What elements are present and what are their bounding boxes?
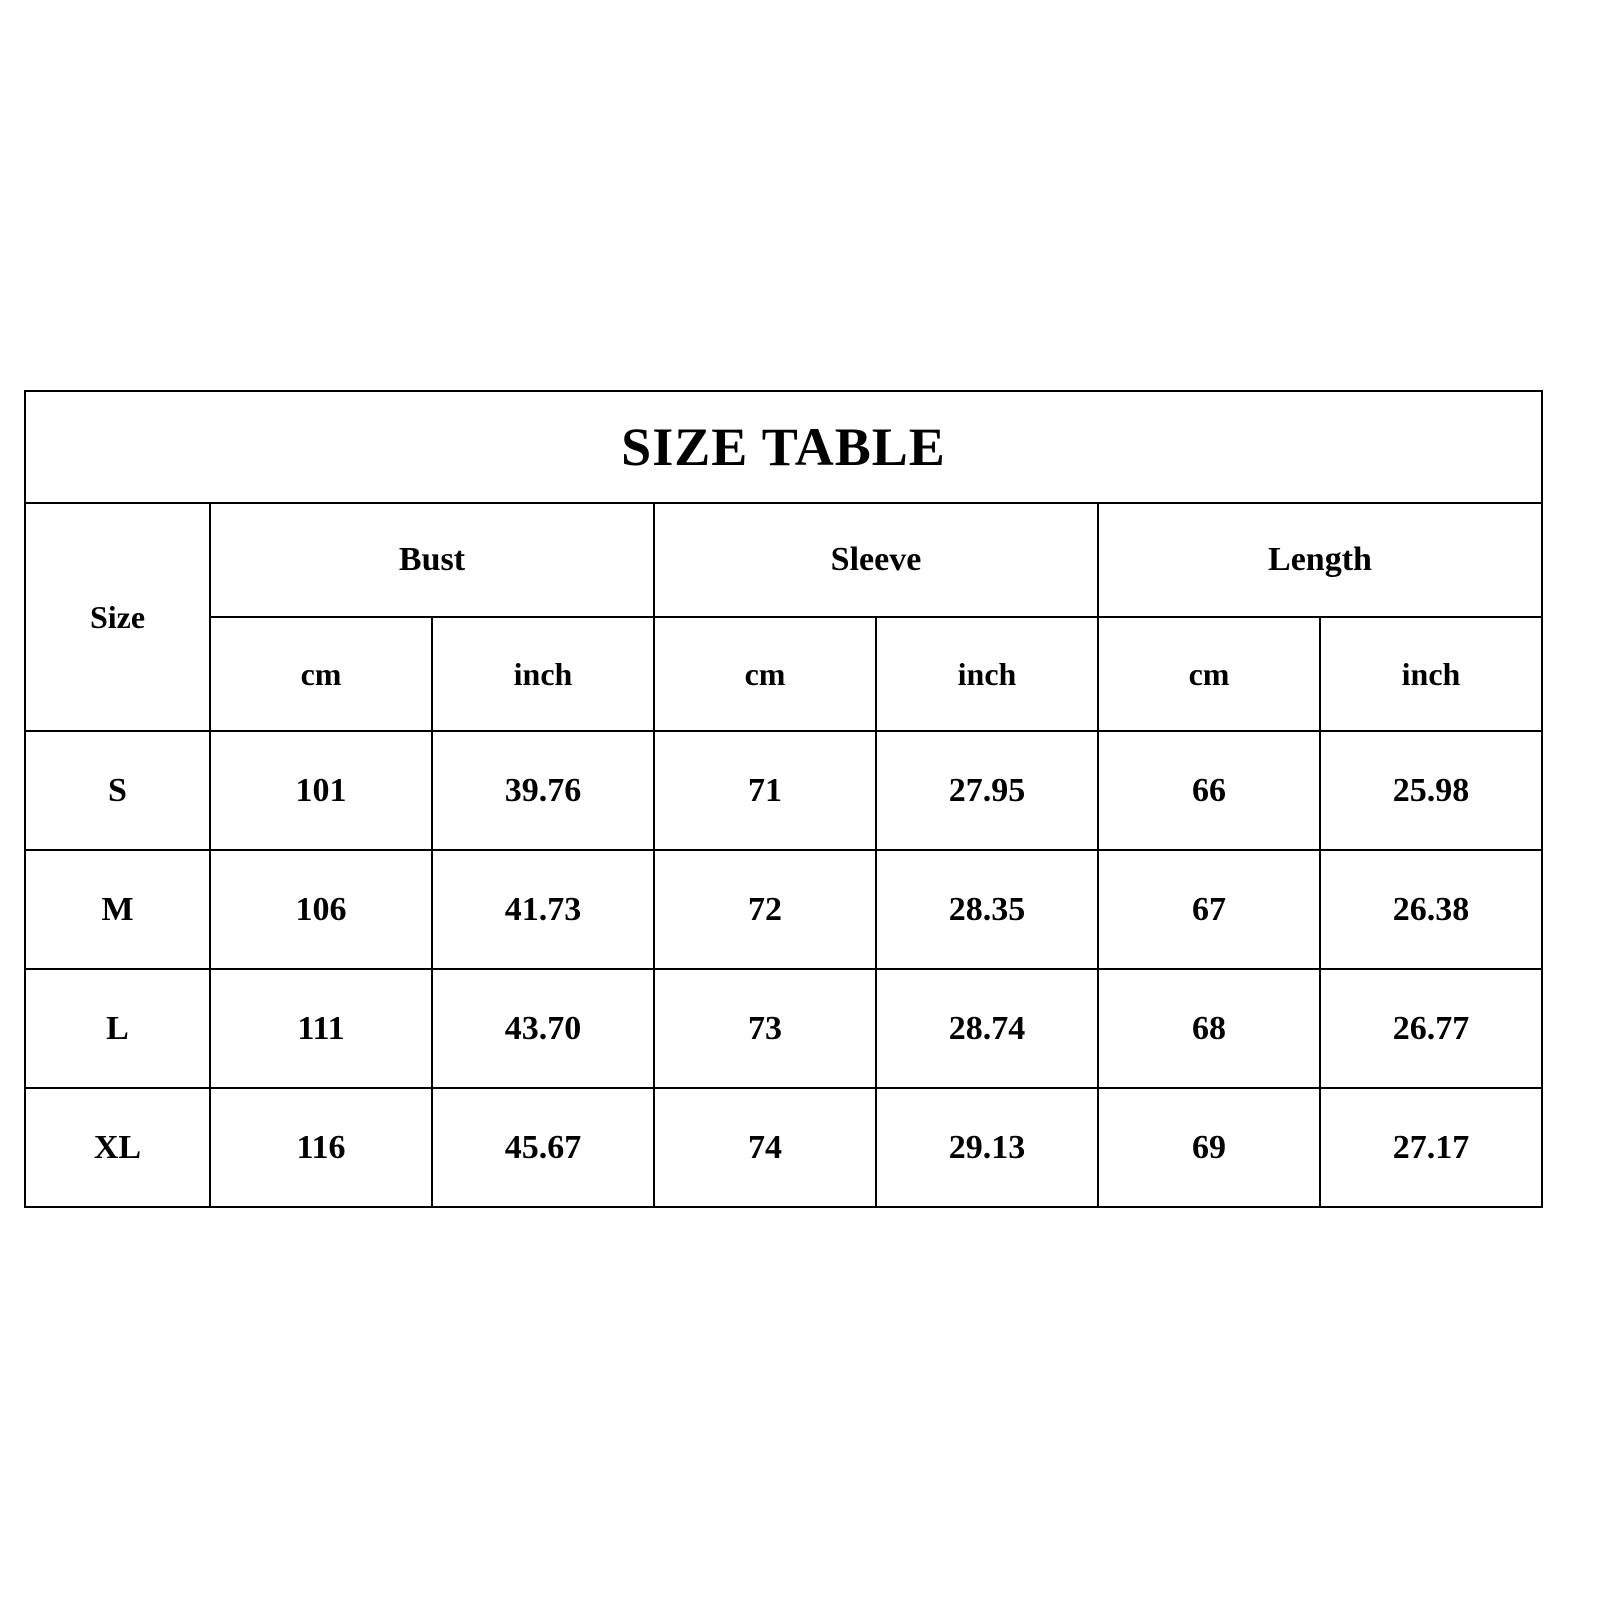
cell-xl-length-cm: 69 xyxy=(1098,1088,1320,1207)
cell-m-length-cm: 67 xyxy=(1098,850,1320,969)
table-unit-header-row xyxy=(25,617,1542,731)
row-label-s: S xyxy=(25,731,210,850)
cell-xl-sleeve-inch: 29.13 xyxy=(876,1088,1098,1207)
unit-header-sleeve-inch: inch xyxy=(876,617,1098,731)
unit-header-bust-cm: cm xyxy=(210,617,432,731)
table-row xyxy=(25,850,1542,969)
cell-xl-length-inch: 27.17 xyxy=(1320,1088,1542,1207)
column-header-sleeve: Sleeve xyxy=(654,503,1098,617)
size-table xyxy=(24,390,1543,1208)
unit-header-bust-inch: inch xyxy=(432,617,654,731)
row-label-m: M xyxy=(25,850,210,969)
cell-m-sleeve-inch: 28.35 xyxy=(876,850,1098,969)
cell-l-sleeve-inch: 28.74 xyxy=(876,969,1098,1088)
cell-l-bust-inch: 43.70 xyxy=(432,969,654,1088)
cell-m-length-inch: 26.38 xyxy=(1320,850,1542,969)
unit-header-sleeve-cm: cm xyxy=(654,617,876,731)
cell-l-length-cm: 68 xyxy=(1098,969,1320,1088)
table-title-row xyxy=(25,391,1542,503)
size-table-container xyxy=(24,390,1539,1208)
table-row xyxy=(25,1088,1542,1207)
cell-l-bust-cm: 111 xyxy=(210,969,432,1088)
cell-xl-sleeve-cm: 74 xyxy=(654,1088,876,1207)
unit-header-length-cm: cm xyxy=(1098,617,1320,731)
cell-s-bust-inch: 39.76 xyxy=(432,731,654,850)
cell-l-sleeve-cm: 73 xyxy=(654,969,876,1088)
cell-s-sleeve-inch: 27.95 xyxy=(876,731,1098,850)
column-header-size: Size xyxy=(25,503,210,731)
cell-s-length-inch: 25.98 xyxy=(1320,731,1542,850)
table-row xyxy=(25,731,1542,850)
cell-s-sleeve-cm: 71 xyxy=(654,731,876,850)
cell-m-bust-cm: 106 xyxy=(210,850,432,969)
page-title: SIZE TABLE xyxy=(25,391,1542,503)
cell-s-bust-cm: 101 xyxy=(210,731,432,850)
column-header-bust: Bust xyxy=(210,503,654,617)
unit-header-length-inch: inch xyxy=(1320,617,1542,731)
cell-s-length-cm: 66 xyxy=(1098,731,1320,850)
cell-xl-bust-inch: 45.67 xyxy=(432,1088,654,1207)
cell-m-bust-inch: 41.73 xyxy=(432,850,654,969)
table-row xyxy=(25,969,1542,1088)
row-label-l: L xyxy=(25,969,210,1088)
table-group-header-row xyxy=(25,503,1542,617)
column-header-length: Length xyxy=(1098,503,1542,617)
cell-l-length-inch: 26.77 xyxy=(1320,969,1542,1088)
row-label-xl: XL xyxy=(25,1088,210,1207)
cell-m-sleeve-cm: 72 xyxy=(654,850,876,969)
cell-xl-bust-cm: 116 xyxy=(210,1088,432,1207)
